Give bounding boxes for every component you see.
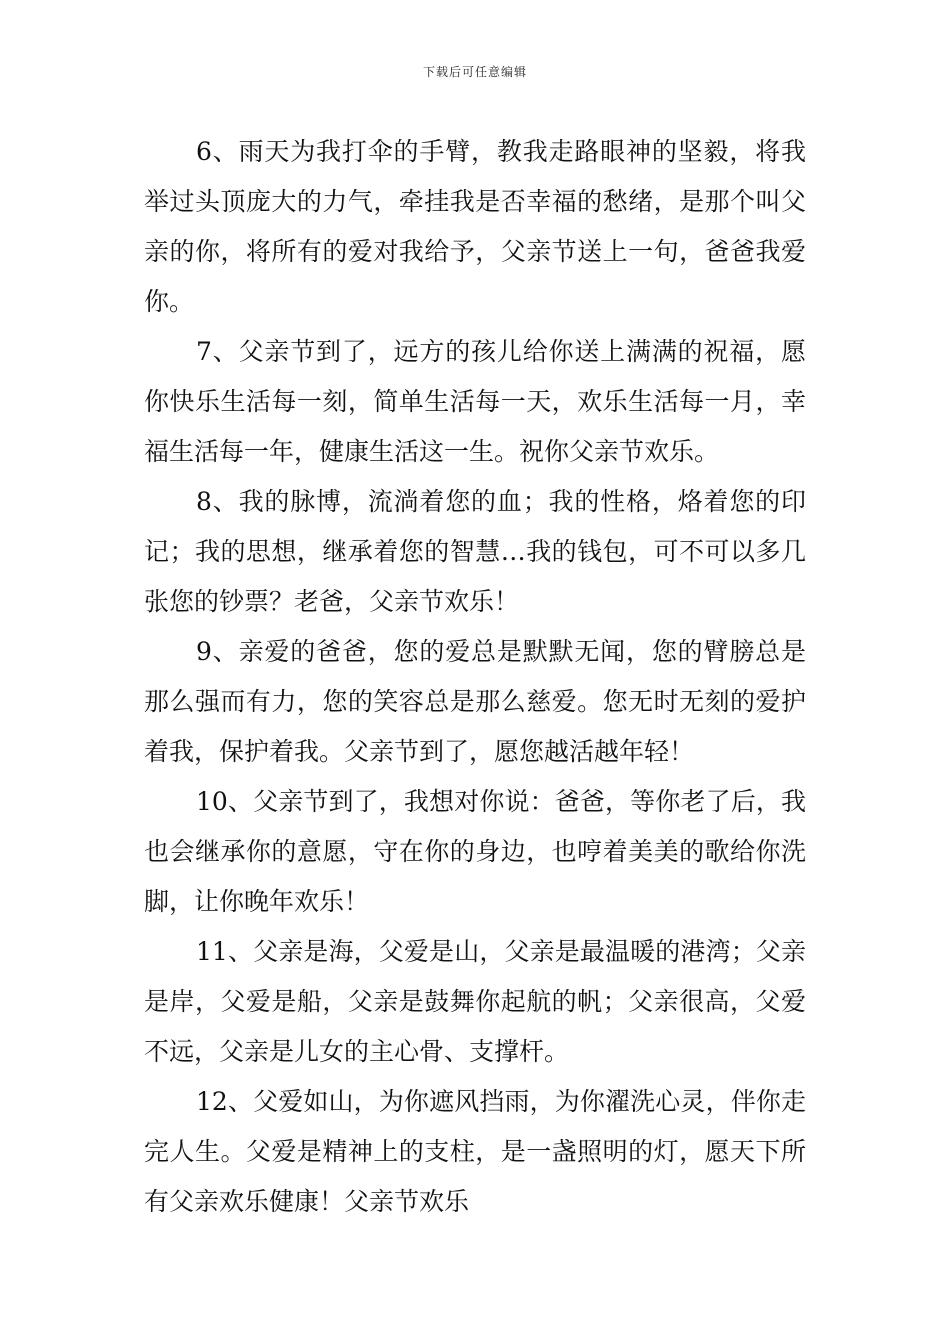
paragraph-6: 6、雨天为我打伞的手臂，教我走路眼神的坚毅，将我举过头顶庞大的力气，牵挂我是否幸福的愁绪，是那个叫父亲的你，将所有的爱对我给予，父亲节送上一句，爸爸我爱你。 [144, 137, 806, 316]
paragraph-11: 11、父亲是海，父爱是山，父亲是最温暖的港湾；父亲是岸，父爱是船，父亲是鼓舞你起航的帆；父亲很高，父爱不远，父亲是儿女的主心骨、支撑杆。 [144, 937, 806, 1066]
paragraph-9: 9、亲爱的爸爸，您的爱总是默默无闻，您的臂膀总是那么强而有力，您的笑容总是那么慈爱。您无时无刻的爱护着我，保护着我。父亲节到了，愿您越活越年轻！ [144, 637, 806, 766]
paragraph-8: 8、我的脉博，流淌着您的血；我的性格，烙着您的印记；我的思想，继承着您的智慧…我的钱包，可不可以多几张您的钞票？老爸，父亲节欢乐！ [144, 487, 806, 616]
document-body [144, 127, 806, 1227]
paragraph-7: 7、父亲节到了，远方的孩儿给你送上满满的祝福，愿你快乐生活每一刻，简单生活每一天，欢乐生活每一月，幸福生活每一年，健康生活这一生。祝你父亲节欢乐。 [144, 337, 806, 466]
paragraph-10: 10、父亲节到了，我想对你说：爸爸，等你老了后，我也会继承你的意愿，守在你的身边，也哼着美美的歌给你洗脚，让你晚年欢乐！ [144, 787, 806, 916]
page-header-note: 下载后可任意编辑 [422, 65, 527, 79]
paragraph-12: 12、父爱如山，为你遮风挡雨，为你濯洗心灵，伴你走完人生。父爱是精神上的支柱，是一盏照明的灯，愿天下所有父亲欢乐健康！父亲节欢乐 [144, 1087, 806, 1216]
